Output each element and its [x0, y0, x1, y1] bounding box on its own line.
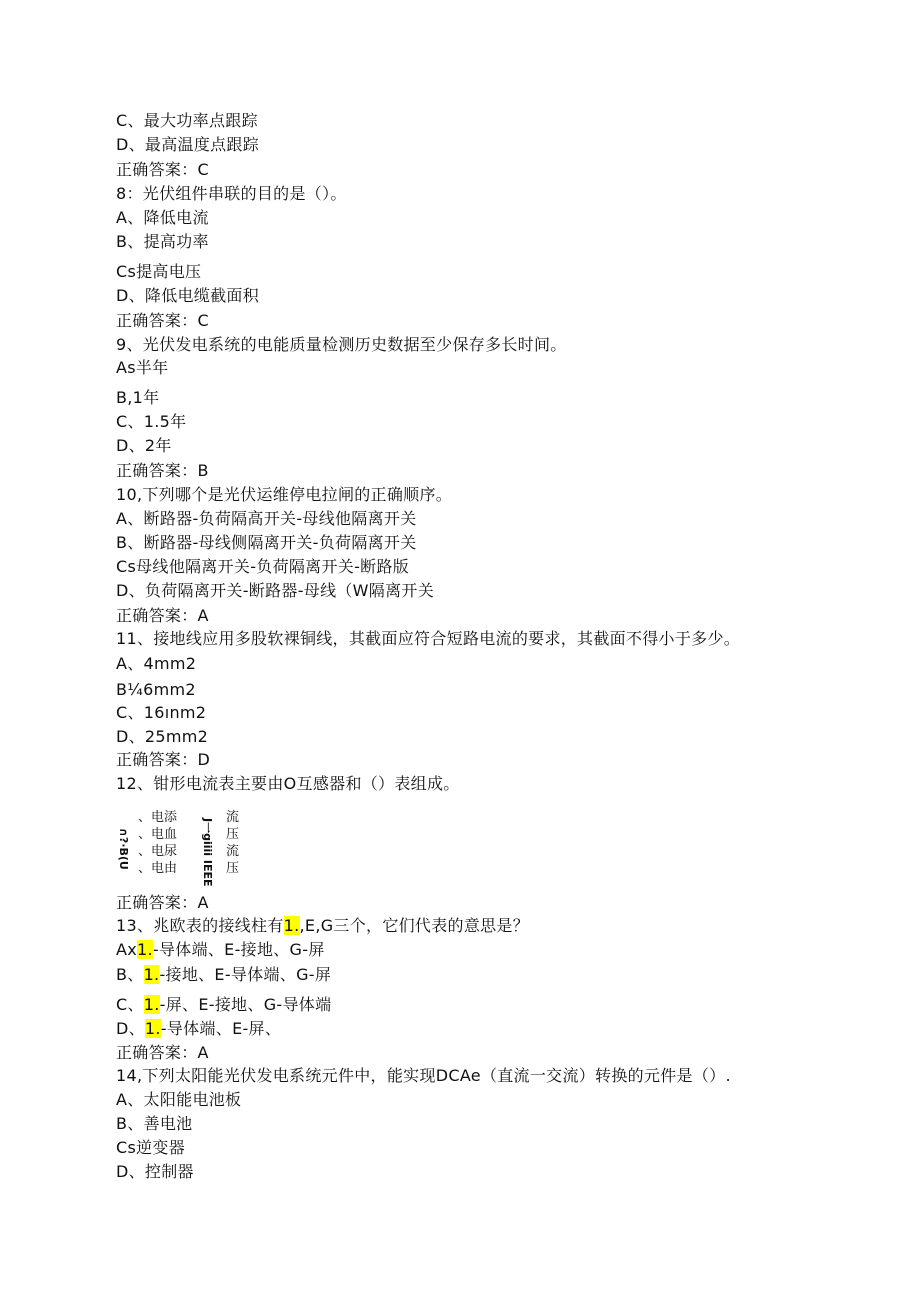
option-c: Cs母线他隔离开关-负荷隔离开关-断路版 — [116, 557, 410, 576]
answer: 正确答案：A — [116, 1043, 209, 1062]
highlighted-text: 1. — [283, 916, 300, 935]
option-text: -屏、E-接地、G-导体端 — [159, 995, 332, 1014]
option-d: D、2年 — [116, 436, 172, 455]
answer: 正确答案：D — [116, 750, 211, 769]
option-d: D、降低电缆截面积 — [116, 286, 260, 305]
option-a: A、4mm2 — [116, 654, 197, 673]
answer: 正确答案：C — [116, 311, 209, 330]
garbled-rotated-left: ∩?·B(U — [117, 828, 130, 870]
option-c: Cs提高电压 — [116, 262, 202, 281]
garbled-rotated-mid: J一giiii IEEE — [201, 818, 214, 887]
question-11: 11、接地线应用多股软裸铜线，其截面应符合短路电流的要求，其截面不得小于多少。 — [116, 629, 741, 648]
answer: 正确答案：A — [116, 606, 209, 625]
answer: 正确答案：A — [116, 893, 209, 912]
option-c: C、16ınm2 — [116, 703, 207, 722]
option-prefix: D、 — [116, 1019, 145, 1038]
option-d: D、25mm2 — [116, 727, 209, 746]
highlighted-text: 1. — [143, 965, 160, 984]
option-a: A、断路器-负荷隔高开关-母线他隔离开关 — [116, 509, 417, 528]
option-b: B、断路器-母线侧隔离开关-负荷隔离开关 — [116, 533, 417, 552]
option-a: A、太阳能电池板 — [116, 1090, 242, 1109]
answer: 正确答案：B — [116, 461, 209, 480]
question-12: 12、钳形电流表主要由O互感器和（）表组成。 — [116, 774, 460, 793]
answer: 正确答案：C — [116, 160, 209, 179]
option-a: A、降低电流 — [116, 208, 209, 227]
question-13 — [116, 916, 529, 936]
option-text: -导体端、E-屏、 — [160, 1019, 282, 1038]
option-c: C、最大功率点跟踪 — [116, 111, 258, 130]
option-d: D、负荷隔离开关-断路器-母线（W隔离开关 — [116, 581, 434, 600]
option-c: C、1.5年 — [116, 412, 187, 431]
question-text: ,E,G三个，它们代表的意思是？ — [299, 916, 530, 935]
option-b: B、善电池 — [116, 1114, 193, 1133]
option-c: Cs逆变器 — [116, 1138, 186, 1157]
option-d: D、控制器 — [116, 1162, 194, 1181]
option-text: -接地、E-导体端、G-屏 — [159, 965, 332, 984]
option-prefix: Ax — [116, 940, 138, 959]
option-b: B¼6mm2 — [116, 680, 196, 699]
question-8: 8：光伏组件串联的目的是（）。 — [116, 184, 347, 203]
option-text: -导体端、E-接地、G-屏 — [152, 940, 325, 959]
option-prefix: C、 — [116, 995, 144, 1014]
garbled-options-col: 、电添 、电血 、电尿 、电由 — [138, 810, 178, 876]
option-b: B、提高功率 — [116, 232, 209, 251]
highlighted-text: 1. — [143, 995, 160, 1014]
option-a — [116, 940, 325, 960]
option-b: B,1年 — [116, 388, 160, 407]
question-10: 10,下列哪个是光伏运维停电拉闸的正确顺序。 — [116, 485, 453, 504]
option-c — [116, 995, 331, 1015]
question-14: 14,下列太阳能光伏发电系统元件中，能实现DCAe（直流一交流）转换的元件是（）. — [116, 1066, 731, 1085]
option-d: D、最高温度点跟踪 — [116, 135, 260, 154]
question-text: 13、兆欧表的接线柱有 — [116, 916, 284, 935]
option-d — [116, 1019, 281, 1039]
option-a: As半年 — [116, 358, 169, 377]
garbled-units-col: 流 压 流 压 — [226, 810, 240, 876]
garbled-options-block — [116, 806, 256, 886]
option-prefix: B、 — [116, 965, 144, 984]
option-b — [116, 965, 331, 985]
highlighted-text: 1. — [137, 940, 153, 959]
highlighted-text: 1. — [144, 1019, 161, 1038]
question-9: 9、光伏发电系统的电能质量检测历史数据至少保存多长时间。 — [116, 335, 567, 354]
